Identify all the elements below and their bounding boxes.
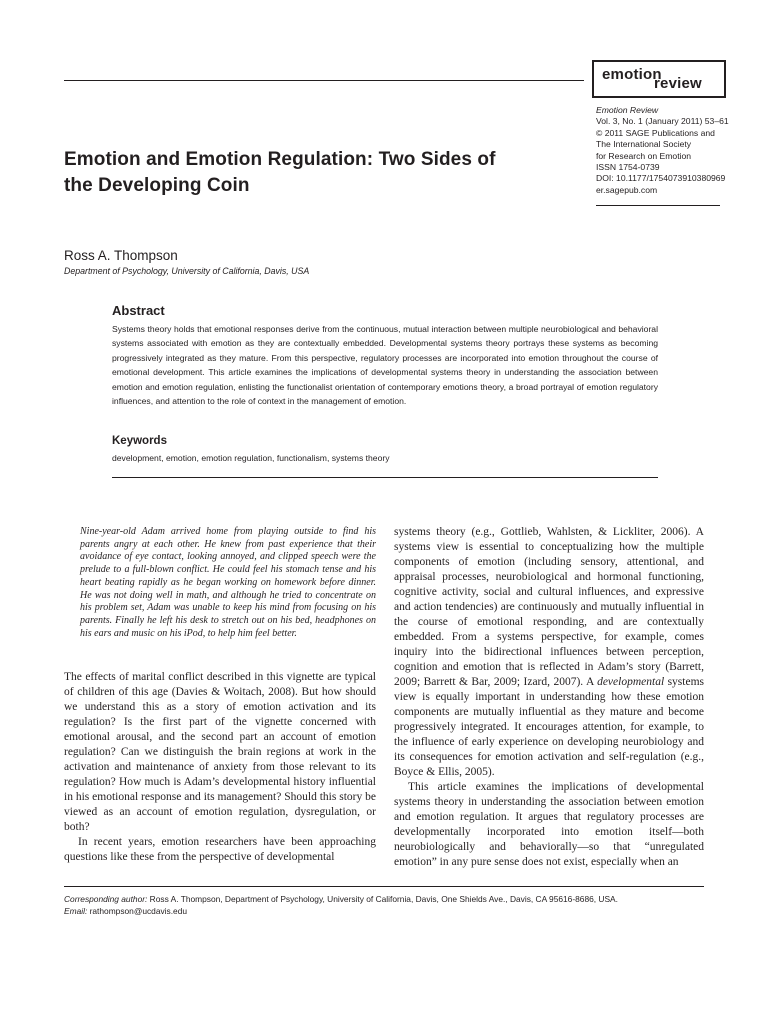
body-emphasis: developmental [597,676,665,688]
journal-logo-review: review [654,75,702,92]
journal-name: Emotion Review [596,105,659,115]
opening-vignette: Nine-year-old Adam arrived home from playing outside to find his parents angry at each other. He knew from past experience that their avoidance of eye contact, looking annoyed, and clipped speech were the prelude to a full-blown conflict. He could feel his stomach tense and his heart beating rapidly as he began working on homework before dinner. He was not doing well in math, and although he tried to concentrate on his problem set, Adam was unable to keep his mind from focusing on his parents. Finally he left his desk to stretch out on his bed, headphones on his ears and music on his iPod, to help him feel better. [80,526,376,639]
keywords-heading: Keywords [112,435,167,447]
body-paragraph: In recent years, emotion researchers have been approaching questions like these from the perspective of developmental [64,836,376,863]
footnote [64,893,704,917]
body-paragraph: This article examines the implications of developmental systems theory in understanding the association between emotion and emotion regulation. It argues that regulatory processes are developmentally incorporated into emotion itself—both neurobiologically and behaviorally—so that “unregulated emotion” in any pure sense does not exist, especially when an [394,781,704,868]
journal-volume: Vol. 3, No. 1 (January 2011) 53–61 [596,116,729,127]
article-author: Ross A. Thompson [64,248,178,263]
corresponding-author-label: Corresponding author: [64,894,148,904]
body-paragraph [394,525,704,780]
keywords-text: development, emotion, emotion regulation, functionalism, systems theory [112,453,390,463]
section-rule [112,477,658,478]
journal-doi: DOI: 10.1177/1754073910380969 [596,173,726,184]
corresponding-author-text: Ross A. Thompson, Department of Psychology, University of California, Davis, One Shields Ave., Davis, CA 95616-8686, USA. [147,894,618,904]
author-affiliation: Department of Psychology, University of California, Davis, USA [64,266,310,276]
journal-copyright: © 2011 SAGE Publications and [596,127,715,138]
email-address[interactable]: rathompson@ucdavis.edu [87,906,188,917]
abstract-text: Systems theory holds that emotional responses derive from the continuous, mutual interaction between multiple neurobiological and behavioral systems associated with emotion as they are contextually embedded. Developmental systems theory portrays these systems as becoming progressively integrated as they mature. From this perspective, regulatory processes are incorporated into emotion throughout the course of emotional development. This article examines the implications of developmental systems theory in understanding the association between emotion and emotion regulation, enlisting the functionalist orientation of contemporary emotions theory, a broad portrayal of emotion regulatory influences, and attention to the role of context in the management of emotion. [112,324,658,407]
abstract-heading: Abstract [112,303,165,318]
journal-issn: ISSN 1754-0739 [596,162,660,173]
journal-society-1: The International Society [596,139,692,150]
footnote-rule [64,886,704,887]
journal-society-2: for Research on Emotion [596,150,692,161]
journal-url[interactable]: er.sagepub.com [596,184,658,195]
body-column-left [64,670,376,865]
body-text: systems theory (e.g., Gottlieb, Wahlsten, & Lickliter, 2006). A systems view is essential to conceptualizing how the multiple components of emotion (including sensory, attentional, and appraisal processes, neurobiological and hormonal functioning, cognitive activity, social and cultural influences, and expressive and action tendencies) are continuously and mutually influential in the course of emotional responding, and are contextually embedded. From a systems perspective, for example, comes inquiry into the bidirectional influences between perception, cognition and emotion that is reflected in Adam’s story (Barrett, 2009; Barrett & Bar, 2009; Izard, 2007). A [394,526,704,688]
body-paragraph: The effects of marital conflict described in this vignette are typical of children of this age (Davies & Woitach, 2008). But how should we understand this as a story of emotion activation and its regulation? Is the first part of the vignette concerned with emotional arousal, and the second part an account of emotion regulation? Can we distinguish the brain regions at work in the activation and maintenance of anxiety from those relevant to its regulation? How much is Adam’s developmental history influential in his emotional response and its management? Should this story be viewed as an account of emotion regulation, dysregulation, or both? [64,671,376,833]
body-column-right [394,525,704,870]
author-email [64,905,704,917]
article-title: Emotion and Emotion Regulation: Two Sides of the Developing Coin [64,149,496,196]
corresponding-author [64,893,704,905]
header-rule [64,80,584,81]
body-text: systems view is equally important in understanding how these emotion components are mutually influential as they mature and become progressively integrated. It encourages attention, for example, to the influence of early experience on developing neurobiology and its consequences for emotion activation and self-regulation (e.g., Boyce & Ellis, 2005). [394,676,705,778]
journal-logo-emotion: emotion [602,66,662,83]
journal-metadata [596,105,736,196]
metadata-rule [596,205,720,206]
email-label: Email: [64,906,88,917]
